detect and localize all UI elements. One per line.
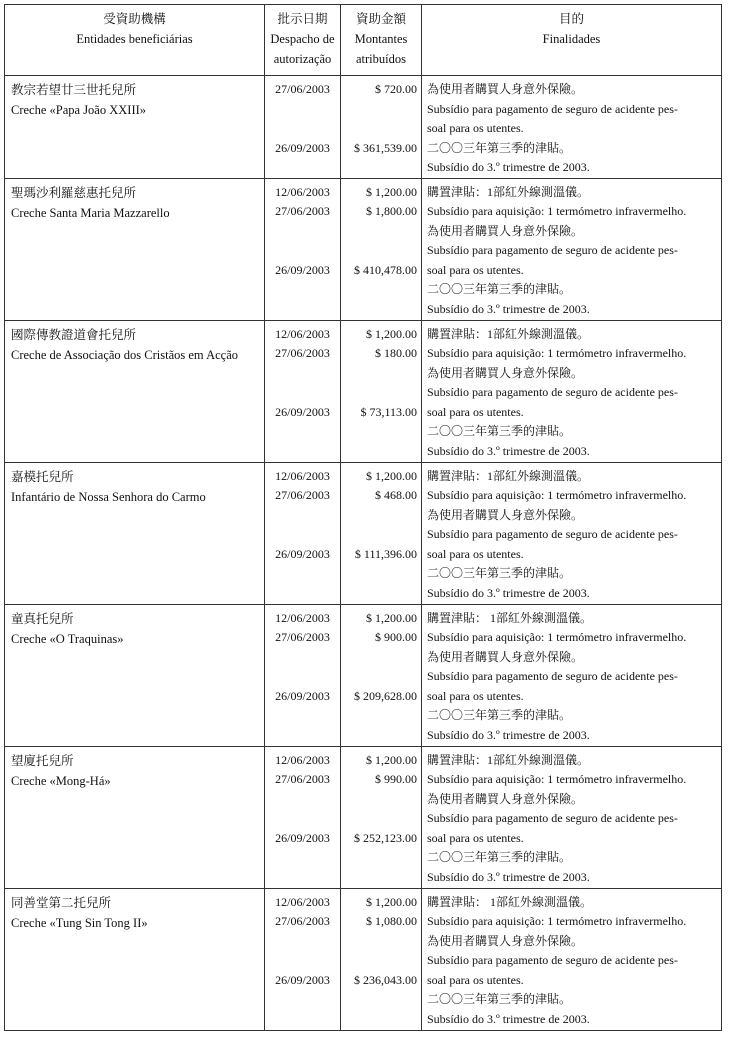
header-amounts [341, 5, 422, 76]
purpose-cell [422, 746, 722, 888]
header-date-zh: 批示日期 [277, 12, 328, 26]
purpose-line: 購置津貼： 1部紅外線測溫儀。 [427, 610, 593, 625]
purpose-cell [422, 76, 722, 179]
table-row [5, 320, 722, 462]
entity-name-zh: 望廈托兒所 [11, 753, 74, 768]
date-entry: 27/06/2003 [275, 772, 330, 786]
header-amount-zh: 資助金額 [355, 12, 406, 26]
date-entry: 26/09/2003 [275, 688, 330, 703]
date-entry: 12/06/2003 [275, 326, 330, 341]
header-amount-pt-1: Montantes [354, 32, 408, 46]
date-cell [265, 178, 341, 320]
amount-entry: $ 180.00 [375, 346, 417, 360]
purpose-line: Subsídio para pagamento de seguro de acidente pes- [427, 669, 678, 683]
purpose-line: Subsídio para pagamento de seguro de acidente pes- [427, 811, 678, 825]
entity-cell [5, 320, 265, 462]
amount-entry: $ 1,200.00 [366, 468, 417, 483]
purpose-line: 購置津貼：1部紅外線測溫儀。 [427, 184, 590, 199]
purpose-cell [422, 320, 722, 462]
date-entry: 26/09/2003 [275, 262, 330, 277]
amount-entry: $ 209,628.00 [354, 688, 417, 703]
amount-entry: $ 1,080.00 [366, 914, 417, 928]
header-row [5, 5, 722, 76]
purpose-line: Subsídio para pagamento de seguro de acidente pes- [427, 953, 678, 967]
purpose-line: Subsídio para pagamento de seguro de acidente pes- [427, 527, 678, 541]
amount-cell [341, 76, 422, 179]
entity-name-pt: Infantário de Nossa Senhora do Carmo [11, 489, 206, 504]
amount-entry: $ 111,396.00 [354, 546, 417, 561]
purpose-line: Subsídio para aquisição: 1 termómetro infravermelho. [427, 204, 687, 218]
header-date-pt-2: autorização [273, 52, 332, 66]
purpose-line: soal para os utentes. [427, 688, 524, 703]
date-entry: 12/06/2003 [275, 894, 330, 909]
amount-cell [341, 604, 422, 746]
date-cell [265, 746, 341, 888]
date-entry: 27/06/2003 [275, 914, 330, 928]
table-row [5, 178, 722, 320]
entity-name-pt: Creche «Mong-Há» [11, 773, 111, 788]
header-date-pt-1: Despacho de [270, 32, 335, 46]
subsidy-table [4, 4, 722, 1031]
amount-cell [341, 178, 422, 320]
table-row [5, 746, 722, 888]
entity-cell [5, 76, 265, 179]
subsidy-table-document [4, 4, 721, 1034]
purpose-line: Subsídio do 3.º trimestre de 2003. [427, 727, 590, 742]
purpose-line: 二〇〇三年第三季的津貼。 [427, 708, 572, 722]
header-purposes [422, 5, 722, 76]
header-purpose-zh: 目的 [558, 12, 584, 26]
purpose-line: Subsídio para pagamento de seguro de acidente pes- [427, 385, 678, 399]
entity-name-zh: 國際傳教證道會托兒所 [11, 327, 137, 342]
date-cell [265, 888, 341, 1030]
amount-entry: $ 1,200.00 [366, 894, 417, 909]
entity-name-zh: 童真托兒所 [11, 611, 74, 626]
entity-name-pt: Creche Santa Maria Mazzarello [11, 205, 170, 220]
purpose-line: soal para os utentes. [427, 546, 524, 561]
entity-cell [5, 746, 265, 888]
entity-cell [5, 178, 265, 320]
date-cell [265, 76, 341, 179]
purpose-line: Subsídio para aquisição: 1 termómetro infravermelho. [427, 488, 687, 502]
date-entry: 12/06/2003 [275, 610, 330, 625]
entity-cell [5, 604, 265, 746]
amount-entry: $ 361,539.00 [354, 140, 417, 155]
purpose-line: Subsídio do 3.º trimestre de 2003. [427, 1011, 590, 1026]
header-dispatch-date [265, 5, 341, 76]
purpose-line: 為使用者購買人身意外保險。 [427, 507, 584, 522]
amount-entry: $ 73,113.00 [360, 404, 417, 419]
purpose-line: Subsídio para pagamento de seguro de acidente pes- [427, 243, 678, 257]
header-entities-zh: 受資助機構 [103, 12, 166, 26]
entity-cell [5, 462, 265, 604]
purpose-line: Subsídio para aquisição: 1 termómetro infravermelho. [427, 914, 687, 928]
purpose-line: 購置津貼： 1部紅外線測溫儀。 [427, 894, 593, 909]
purpose-line: Subsídio do 3.º trimestre de 2003. [427, 869, 590, 884]
table-row [5, 604, 722, 746]
purpose-line: 二〇〇三年第三季的津貼。 [427, 282, 572, 296]
amount-entry: $ 1,200.00 [366, 184, 417, 199]
date-entry: 12/06/2003 [275, 468, 330, 483]
purpose-line: 為使用者購買人身意外保險。 [427, 223, 584, 238]
purpose-line: Subsídio do 3.º trimestre de 2003. [427, 585, 590, 600]
purpose-cell [422, 462, 722, 604]
header-entities [5, 5, 265, 76]
purpose-line: 二〇〇三年第三季的津貼。 [427, 992, 572, 1006]
entity-name-zh: 聖瑪沙利羅慈惠托兒所 [11, 185, 137, 200]
purpose-line: 購置津貼：1部紅外線測溫儀。 [427, 468, 590, 483]
amount-cell [341, 888, 422, 1030]
purpose-line: soal para os utentes. [427, 972, 524, 987]
purpose-cell [422, 604, 722, 746]
purpose-line: 為使用者購買人身意外保險。 [427, 82, 584, 96]
purpose-line: 為使用者購買人身意外保險。 [427, 933, 584, 948]
date-cell [265, 604, 341, 746]
purpose-cell [422, 888, 722, 1030]
date-entry: 26/09/2003 [275, 404, 330, 419]
amount-entry: $ 900.00 [375, 630, 417, 644]
amount-cell [341, 746, 422, 888]
purpose-line: Subsídio para pagamento de seguro de acidente pes- [427, 101, 678, 116]
purpose-line: Subsídio para aquisição: 1 termómetro infravermelho. [427, 346, 687, 360]
date-entry: 27/06/2003 [275, 82, 330, 96]
entity-name-pt: Creche «Papa João XXIII» [11, 103, 147, 117]
amount-entry: $ 468.00 [375, 488, 417, 502]
date-entry: 27/06/2003 [275, 204, 330, 218]
amount-entry: $ 720.00 [375, 82, 417, 96]
entity-name-pt: Creche de Associação dos Cristãos em Acção [11, 347, 239, 362]
entity-name-zh: 嘉模托兒所 [11, 469, 74, 484]
date-entry: 27/06/2003 [275, 630, 330, 644]
amount-entry: $ 236,043.00 [354, 972, 417, 987]
amount-cell [341, 320, 422, 462]
amount-entry: $ 1,200.00 [366, 752, 417, 767]
purpose-line: Subsídio para aquisição: 1 termómetro infravermelho. [427, 772, 687, 786]
date-entry: 12/06/2003 [275, 752, 330, 767]
table-header [5, 5, 722, 76]
purpose-line: 二〇〇三年第三季的津貼。 [427, 566, 572, 580]
purpose-line: soal para os utentes. [427, 121, 524, 135]
purpose-line: Subsídio do 3.º trimestre de 2003. [427, 301, 590, 316]
entity-name-pt: Creche «Tung Sin Tong II» [11, 915, 148, 930]
purpose-line: 為使用者購買人身意外保險。 [427, 365, 584, 380]
date-entry: 26/09/2003 [275, 972, 330, 987]
purpose-line: Subsídio do 3.º trimestre de 2003. [427, 443, 590, 458]
purpose-line: soal para os utentes. [427, 262, 524, 277]
purpose-line: 購置津貼：1部紅外線測溫儀。 [427, 752, 590, 767]
table-row [5, 76, 722, 179]
header-entities-pt: Entidades beneficiárias [76, 32, 193, 46]
entity-cell [5, 888, 265, 1030]
table-body [5, 76, 722, 1031]
date-entry: 26/09/2003 [275, 140, 330, 155]
purpose-line: 二〇〇三年第三季的津貼。 [427, 850, 572, 864]
header-amount-pt-2: atribuídos [356, 52, 406, 66]
date-entry: 27/06/2003 [275, 346, 330, 360]
purpose-line: 二〇〇三年第三季的津貼。 [427, 140, 572, 155]
header-purpose-pt: Finalidades [542, 32, 601, 46]
amount-entry: $ 252,123.00 [354, 830, 417, 845]
purpose-line: soal para os utentes. [427, 830, 524, 845]
amount-entry: $ 1,800.00 [366, 204, 417, 218]
amount-entry: $ 1,200.00 [366, 610, 417, 625]
purpose-line: 購置津貼：1部紅外線測溫儀。 [427, 326, 590, 341]
date-entry: 26/09/2003 [275, 546, 330, 561]
purpose-line: soal para os utentes. [427, 404, 524, 419]
amount-entry: $ 410,478.00 [354, 262, 417, 277]
entity-name-zh: 同善堂第二托兒所 [11, 895, 112, 910]
table-row [5, 888, 722, 1030]
date-entry: 27/06/2003 [275, 488, 330, 502]
date-entry: 12/06/2003 [275, 184, 330, 199]
purpose-cell [422, 178, 722, 320]
purpose-line: 為使用者購買人身意外保險。 [427, 649, 584, 664]
date-cell [265, 320, 341, 462]
purpose-line: Subsídio para aquisição: 1 termómetro infravermelho. [427, 630, 687, 644]
amount-cell [341, 462, 422, 604]
amount-entry: $ 1,200.00 [366, 326, 417, 341]
purpose-line: 二〇〇三年第三季的津貼。 [427, 424, 572, 438]
date-entry: 26/09/2003 [275, 830, 330, 845]
date-cell [265, 462, 341, 604]
amount-entry: $ 990.00 [375, 772, 417, 786]
entity-name-pt: Creche «O Traquinas» [11, 631, 124, 646]
purpose-line: 為使用者購買人身意外保險。 [427, 791, 584, 806]
table-row [5, 462, 722, 604]
purpose-line: Subsídio do 3.º trimestre de 2003. [427, 160, 590, 174]
entity-name-zh: 教宗若望廿三世托兒所 [11, 83, 137, 97]
